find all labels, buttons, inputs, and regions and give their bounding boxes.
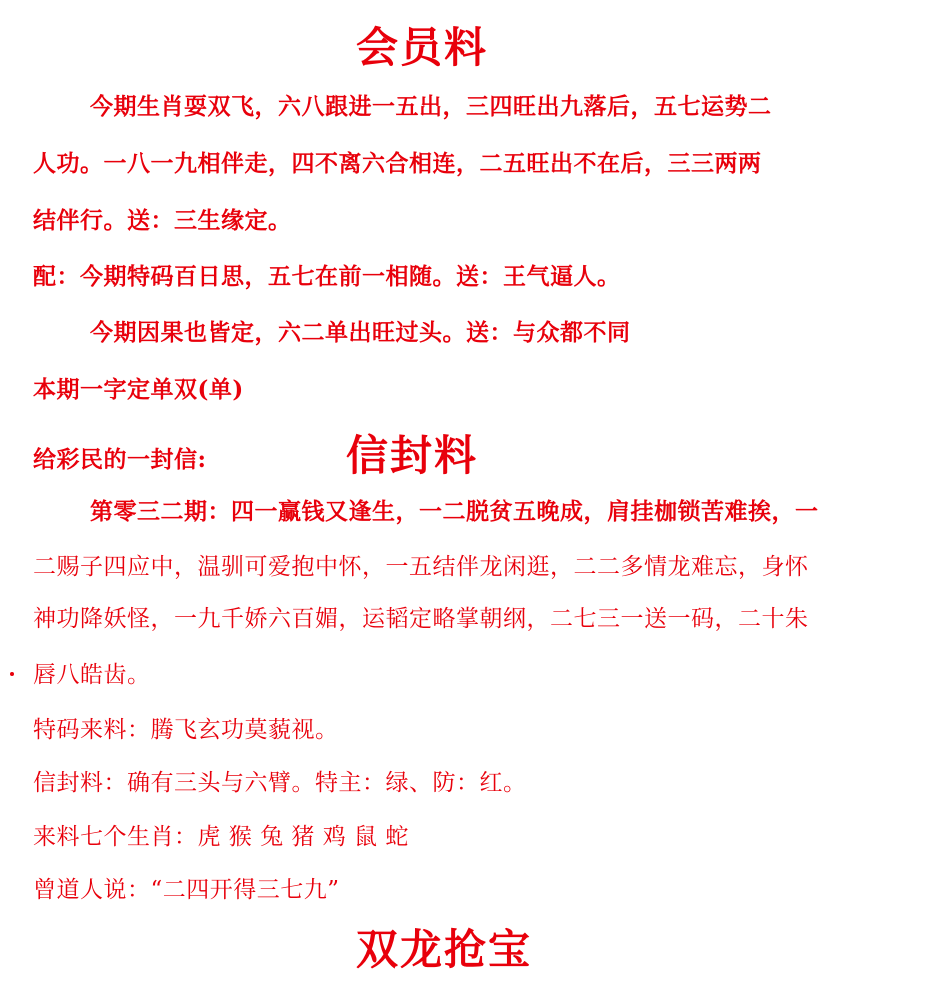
s2-line-3: 神功降妖怪，一九千娇六百媚，运韬定略掌朝纲，二七三一送一码，二十朱 bbox=[33, 606, 809, 632]
title-xinfengliao: 信封料 bbox=[346, 431, 479, 480]
title-shuanglongqiangbao: 双龙抢宝 bbox=[356, 925, 533, 974]
s2-line-5: 特码来料：腾飞玄功莫藐视。 bbox=[33, 717, 339, 743]
bullet-dot bbox=[10, 672, 14, 676]
s1-line-6: 本期一字定单双(单) bbox=[33, 376, 244, 403]
s2-line-1: 第零三二期：四一赢钱又逢生，一二脱贫五晚成，肩挂枷锁苦难挨，一 bbox=[90, 498, 819, 525]
s2-line-4: 唇八皓齿。 bbox=[33, 662, 151, 688]
s1-line-4: 配：今期特码百日思，五七在前一相随。送：王气逼人。 bbox=[33, 263, 621, 290]
s1-line-3: 结伴行。送：三生缘定。 bbox=[33, 207, 292, 234]
s2-line-8: 曾道人说：“二四开得三七九” bbox=[33, 877, 340, 903]
s1-line-5: 今期因果也皆定，六二单出旺过头。送：与众都不同 bbox=[90, 319, 631, 346]
s1-line-1: 今期生肖耍双飞，六八跟进一五出，三四旺出九落后，五七运势二 bbox=[90, 93, 772, 120]
s2-line-6: 信封料：确有三头与六臂。特主：绿、防：红。 bbox=[33, 770, 527, 796]
s2-line-2: 二赐子四应中，温驯可爱抱中怀，一五结伴龙闲逛，二二多情龙难忘，身怀 bbox=[33, 554, 809, 580]
title-huiyuanliao: 会员料 bbox=[356, 23, 489, 72]
s2-line-7: 来料七个生肖：虎 猴 兔 猪 鸡 鼠 蛇 bbox=[33, 824, 409, 850]
letter-intro: 给彩民的一封信: bbox=[33, 446, 207, 473]
s1-line-2: 人功。一八一九相伴走，四不离六合相连，二五旺出不在后，三三两两 bbox=[33, 150, 762, 177]
